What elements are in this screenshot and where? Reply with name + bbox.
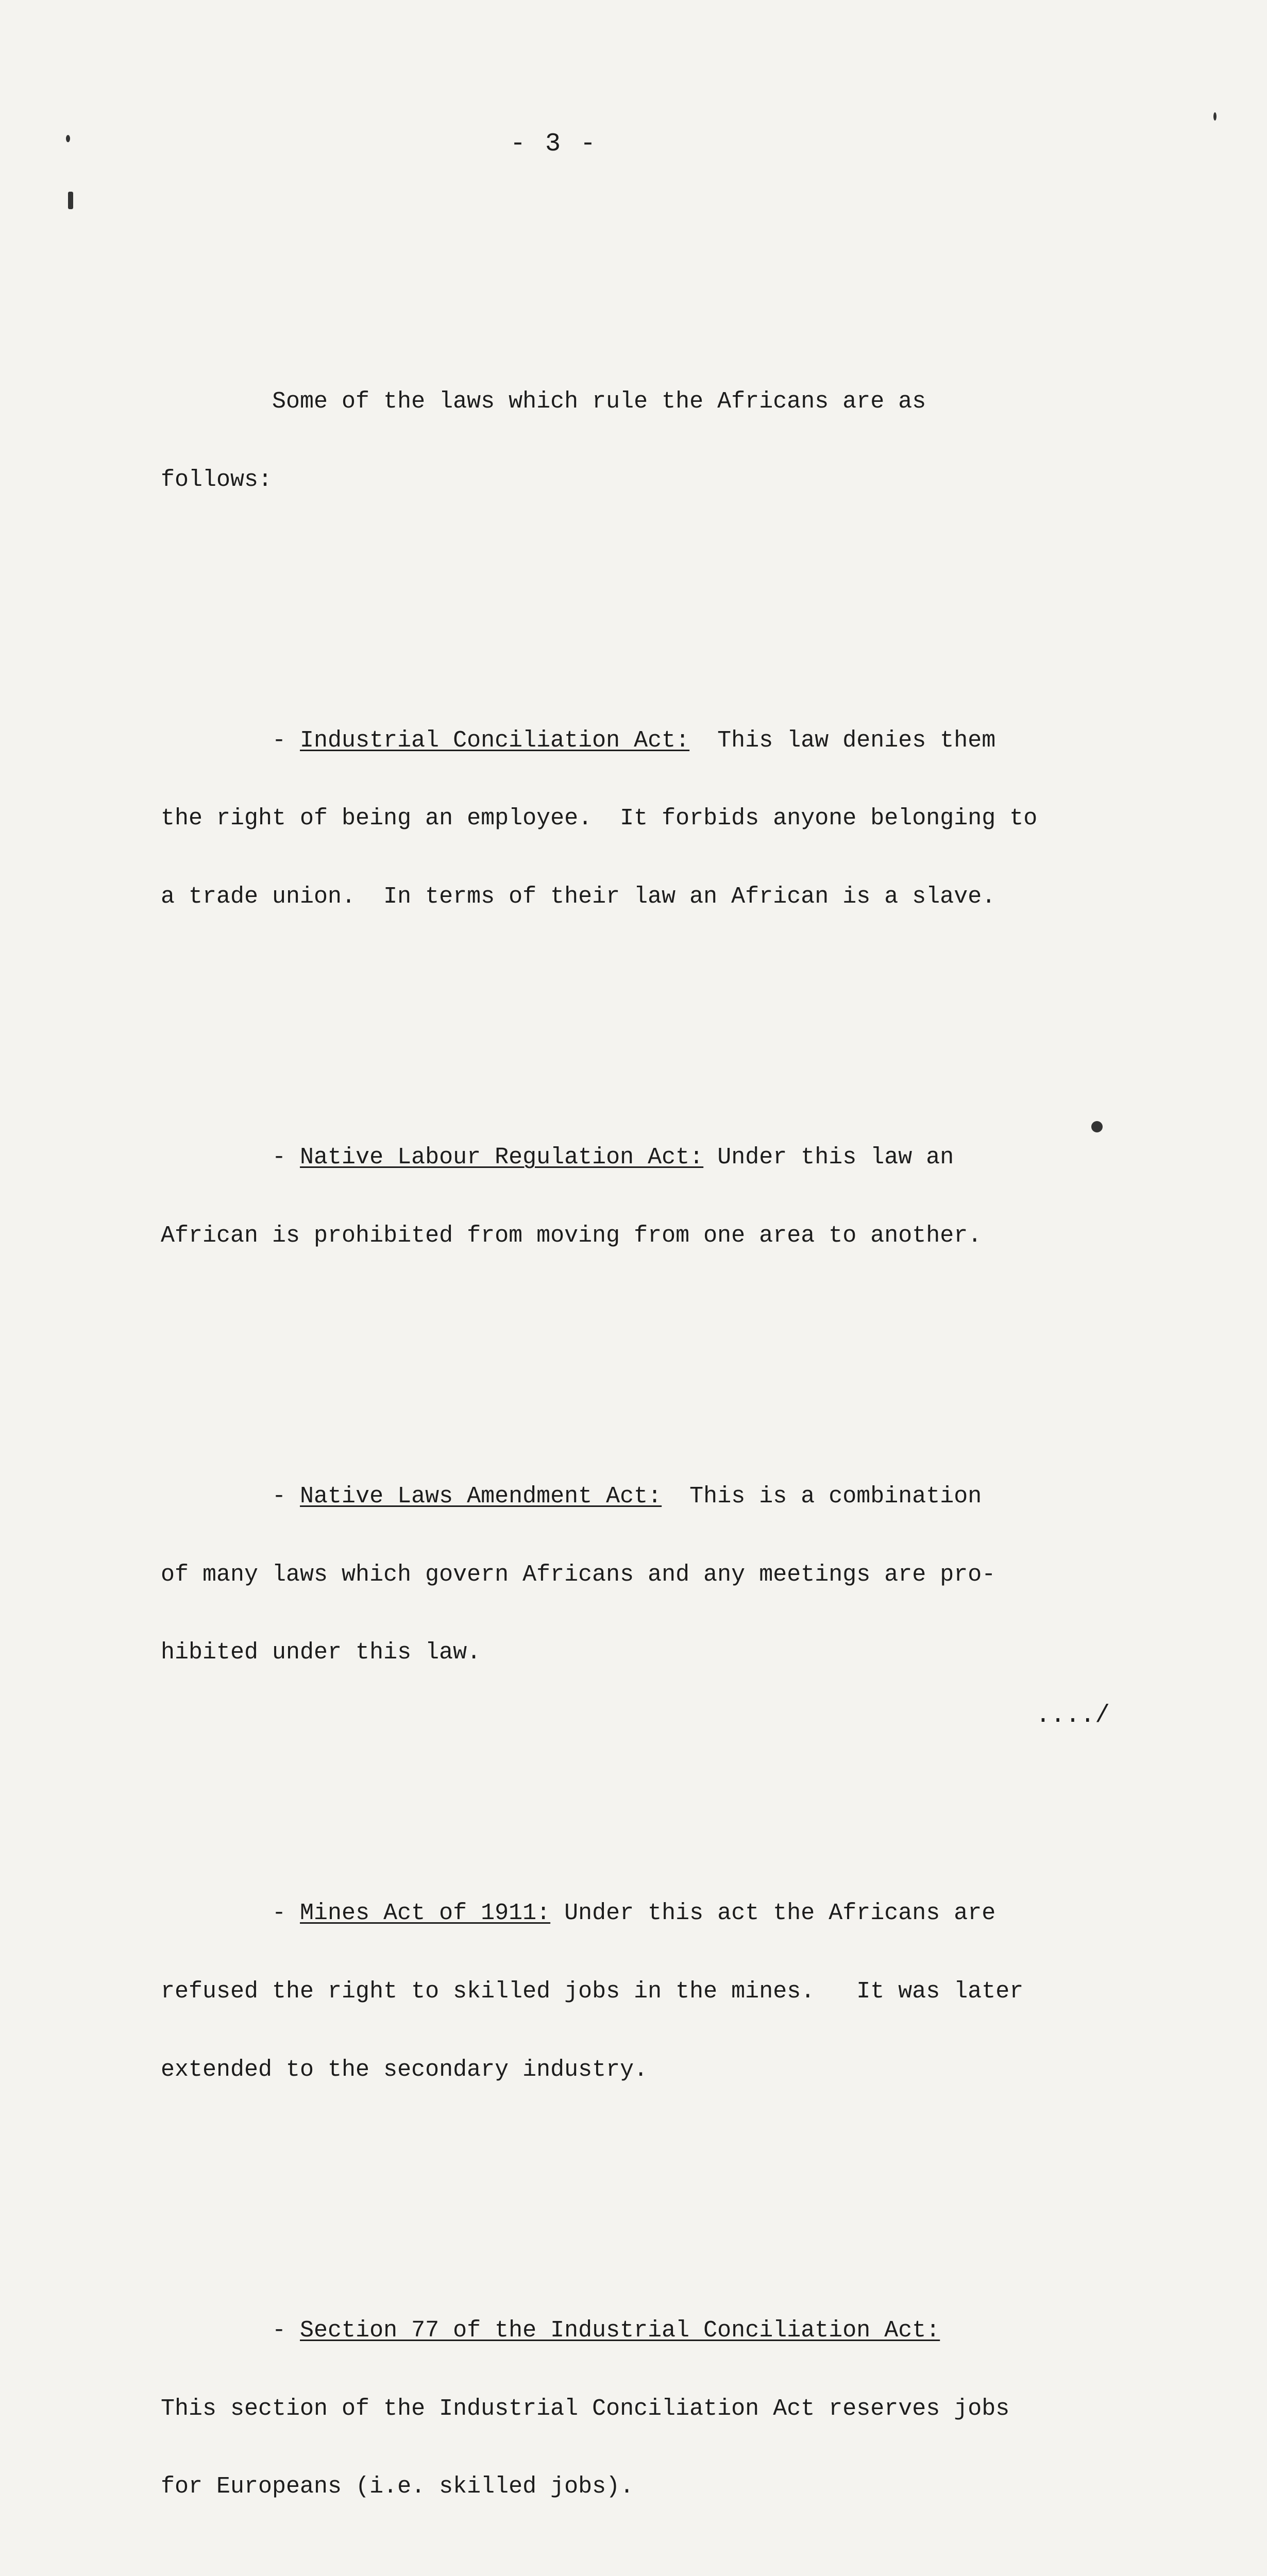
law-entry-native-laws-amendment — [161, 1432, 1171, 1719]
text-segment: - — [161, 1900, 300, 1927]
text-segment: - — [161, 2317, 300, 2344]
document-body — [161, 259, 1171, 2576]
law-title: Industrial Conciliation Act: — [300, 727, 690, 754]
law-title: Native Laws Amendment Act: — [300, 1483, 662, 1510]
scan-speck — [1213, 112, 1217, 121]
law-entry-mines-act — [161, 1849, 1171, 2136]
law-entry-section-77 — [161, 2266, 1171, 2553]
text-line: the right of being an employee. It forbids anyone belonging to — [161, 805, 1038, 832]
law-entry-native-labour-regulation — [161, 1093, 1171, 1301]
continuation-mark: ..../ — [1036, 1702, 1110, 1730]
law-entry-industrial-conciliation — [161, 676, 1171, 963]
page-number: - 3 - — [510, 129, 598, 159]
text-segment: Under this law an — [703, 1144, 954, 1171]
text-segment: - — [161, 1483, 300, 1510]
text-line: This section of the Industrial Conciliation Act reserves jobs — [161, 2395, 1010, 2422]
text-line: extended to the secondary industry. — [161, 2056, 648, 2083]
text-segment: - — [161, 1144, 300, 1171]
text-line: a trade union. In terms of their law an African is a slave. — [161, 884, 996, 910]
text-line: for Europeans (i.e. skilled jobs). — [161, 2473, 634, 2500]
law-title: Mines Act of 1911: — [300, 1900, 551, 1927]
text-line: African is prohibited from moving from one area to another. — [161, 1222, 982, 1249]
text-line: refused the right to skilled jobs in the mines. It was later — [161, 1978, 1024, 2005]
text-line: Some of the laws which rule the Africans are as — [161, 388, 926, 415]
text-segment: This law denies them — [689, 727, 996, 754]
text-segment: Under this act the Africans are — [550, 1900, 996, 1927]
scan-speck — [68, 192, 73, 209]
law-title: Native Labour Regulation Act: — [300, 1144, 704, 1171]
scan-speck — [1091, 1121, 1103, 1132]
text-line: of many laws which govern Africans and any meetings are pro- — [161, 1561, 996, 1588]
intro-paragraph — [161, 337, 1171, 546]
scan-speck — [66, 135, 70, 142]
text-line: follows: — [161, 466, 273, 493]
law-title: Section 77 of the Industrial Conciliation Act: — [300, 2317, 940, 2344]
text-segment: This is a combination — [662, 1483, 982, 1510]
text-line: hibited under this law. — [161, 1639, 481, 1666]
text-segment: - — [161, 727, 300, 754]
